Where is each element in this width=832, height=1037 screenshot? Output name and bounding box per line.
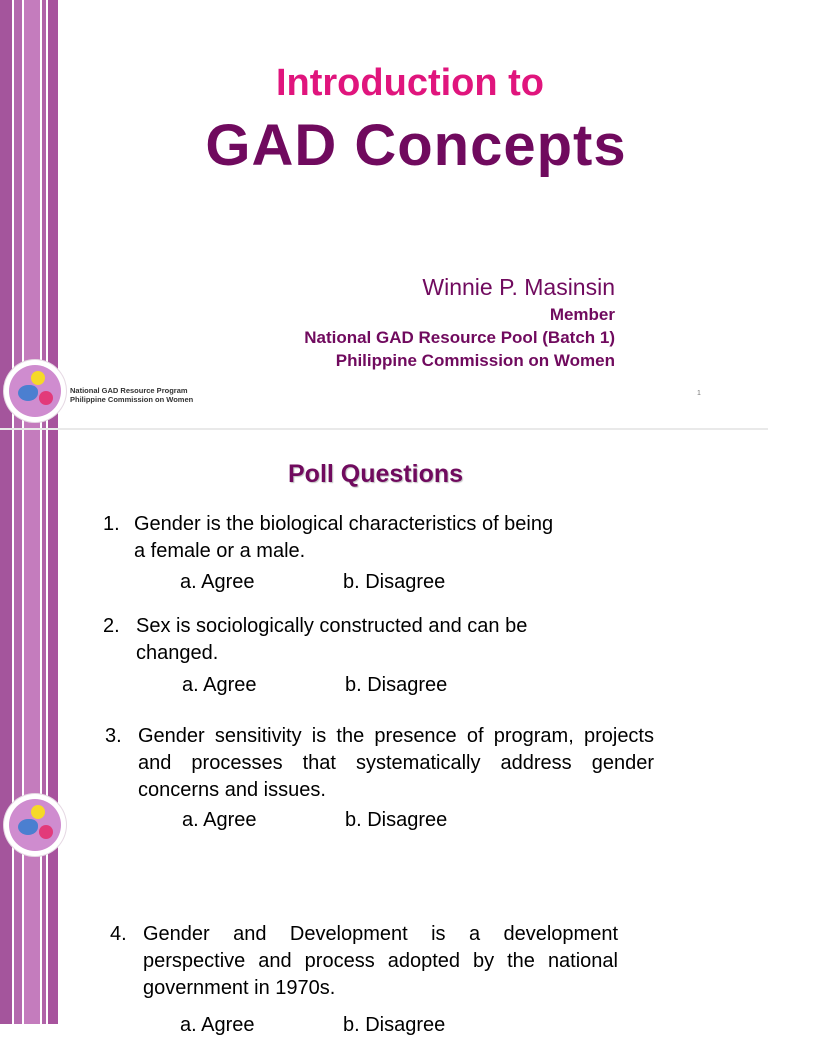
decorative-stripe xyxy=(0,430,12,1024)
author-name: Winnie P. Masinsin xyxy=(422,274,615,300)
pcw-logo-icon xyxy=(4,360,66,422)
logo-caption-line-1: National GAD Resource Program xyxy=(70,386,188,395)
poll-question-1 xyxy=(103,511,563,565)
option-disagree: b. Disagree xyxy=(343,571,446,593)
option-agree: a. Agree xyxy=(180,571,255,593)
option-agree: a. Agree xyxy=(182,809,257,831)
author-organization: Philippine Commission on Women xyxy=(335,351,615,370)
poll-question-2 xyxy=(103,613,563,667)
question-number: 1. xyxy=(103,513,120,535)
title-line-2: GAD Concepts xyxy=(205,113,627,178)
author-role: Member xyxy=(549,305,615,324)
page-number: 1 xyxy=(697,390,701,397)
option-disagree: b. Disagree xyxy=(343,1014,446,1036)
poll-question-4 xyxy=(110,921,620,1002)
option-disagree: b. Disagree xyxy=(345,809,448,831)
question-text: Sex is sociologically constructed and can be changed. xyxy=(136,615,528,664)
question-text: Gender sensitivity is the presence of program, projects and processes that systematically address gender concerns and issues. xyxy=(138,725,654,801)
poll-slide xyxy=(0,430,768,1036)
title-line-1: Introduction to xyxy=(275,62,545,104)
author-affiliation: National GAD Resource Pool (Batch 1) xyxy=(304,328,615,347)
decorative-stripe xyxy=(14,430,22,1024)
option-disagree: b. Disagree xyxy=(345,674,448,696)
question-text: Gender is the biological characteristics of being a female or a male. xyxy=(134,513,554,562)
decorative-stripe xyxy=(42,430,46,1024)
pcw-logo-icon xyxy=(4,794,66,856)
question-number: 4. xyxy=(110,923,127,945)
decorative-stripe xyxy=(24,430,40,1024)
title-slide xyxy=(0,0,768,428)
logo-caption xyxy=(70,386,193,404)
option-agree: a. Agree xyxy=(180,1014,255,1036)
poll-title: Poll Questions xyxy=(288,460,464,488)
option-agree: a. Agree xyxy=(182,674,257,696)
decorative-stripe xyxy=(48,430,58,1024)
question-number: 2. xyxy=(103,615,120,637)
question-text: Gender and Development is a development perspective and process adopted by the national government in 1970s. xyxy=(143,923,618,999)
question-number: 3. xyxy=(105,725,122,747)
poll-question-3 xyxy=(105,723,655,804)
logo-caption-line-2: Philippine Commission on Women xyxy=(70,395,194,404)
